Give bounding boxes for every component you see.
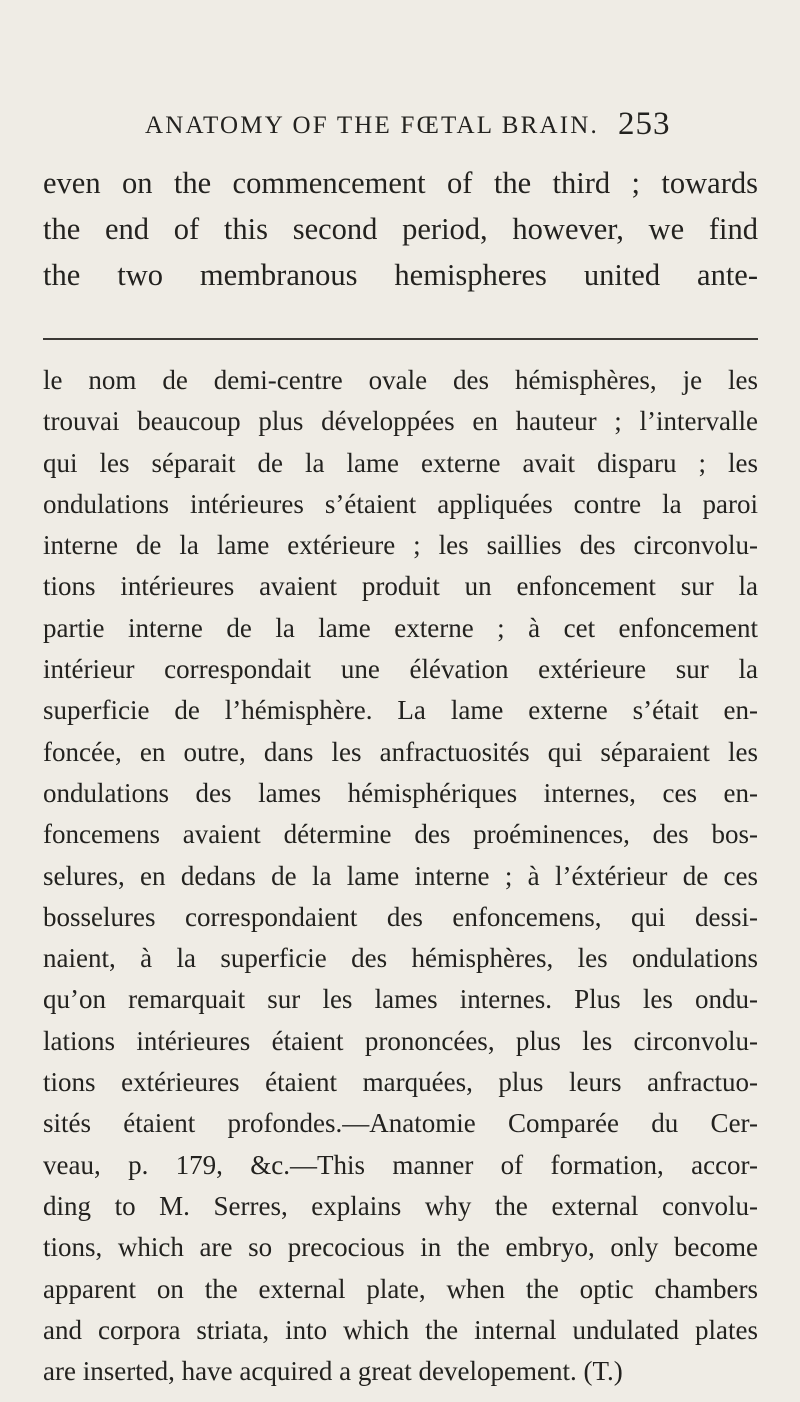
footnote-line: sités étaient profondes.—Anatomie Comparée du Cer- [43, 1108, 758, 1139]
footnote-line: lations intérieures étaient prononcées, plus les circonvolu- [43, 1025, 758, 1056]
footnote-block [43, 360, 758, 1392]
footnote-line: veau, p. 179, &c.—This manner of formation, accor- [43, 1149, 758, 1180]
page-number: 253 [618, 106, 671, 142]
footnote-line: naient, à la superficie des hémisphères, les ondulations [43, 943, 758, 974]
footnote-line: selures, en dedans de la lame interne ; à l’éxtérieur de ces [43, 860, 758, 891]
footnote-line: ondulations intérieures s’étaient appliquées contre la paroi [43, 488, 758, 519]
footnote-line: tions intérieures avaient produit un enfoncement sur la [43, 571, 758, 602]
main-text-line: the two membranous hemispheres united ante- [43, 258, 758, 292]
footnote-line: interne de la lame extérieure ; les saillies des circonvolu- [43, 530, 758, 561]
footnote-line: partie interne de la lame externe ; à cet enfoncement [43, 612, 758, 643]
footnote-line: superficie de l’hémisphère. La lame externe s’était en- [43, 695, 758, 726]
footnote-line: qui les séparait de la lame externe avait disparu ; les [43, 447, 758, 478]
footnote-line: foncée, en outre, dans les anfractuosités qui séparaient les [43, 736, 758, 767]
footnote-line: are inserted, have acquired a great developement. (T.) [43, 1356, 623, 1387]
footnote-line: and corpora striata, into which the internal undulated plates [43, 1314, 758, 1345]
main-text-line: the end of this second period, however, we find [43, 212, 758, 246]
footnote-line: intérieur correspondait une élévation extérieure sur la [43, 654, 758, 685]
footnote-line: foncemens avaient détermine des proéminences, des bos- [43, 819, 758, 850]
footnote-line: bosselures correspondaient des enfoncemens, qui dessi- [43, 901, 758, 932]
footnote-line: tions extérieures étaient marquées, plus leurs anfractuo- [43, 1067, 758, 1098]
main-text-block [43, 160, 758, 298]
footnote-line: trouvai beaucoup plus développées en hauteur ; l’intervalle [43, 406, 758, 437]
main-text-line: even on the commencement of the third ; towards [43, 166, 758, 200]
footnote-line: apparent on the external plate, when the optic chambers [43, 1273, 758, 1304]
running-title: ANATOMY OF THE FŒTAL BRAIN. [145, 112, 599, 139]
footnote-separator-rule [43, 338, 758, 340]
footnote-line: ding to M. Serres, explains why the external convolu- [43, 1190, 758, 1221]
footnote-line: tions, which are so precocious in the embryo, only become [43, 1232, 758, 1263]
footnote-line: ondulations des lames hémisphériques internes, ces en- [43, 777, 758, 808]
footnote-line: le nom de demi-centre ovale des hémisphères, je les [43, 365, 758, 395]
footnote-line: qu’on remarquait sur les lames internes. Plus les ondu- [43, 984, 758, 1015]
